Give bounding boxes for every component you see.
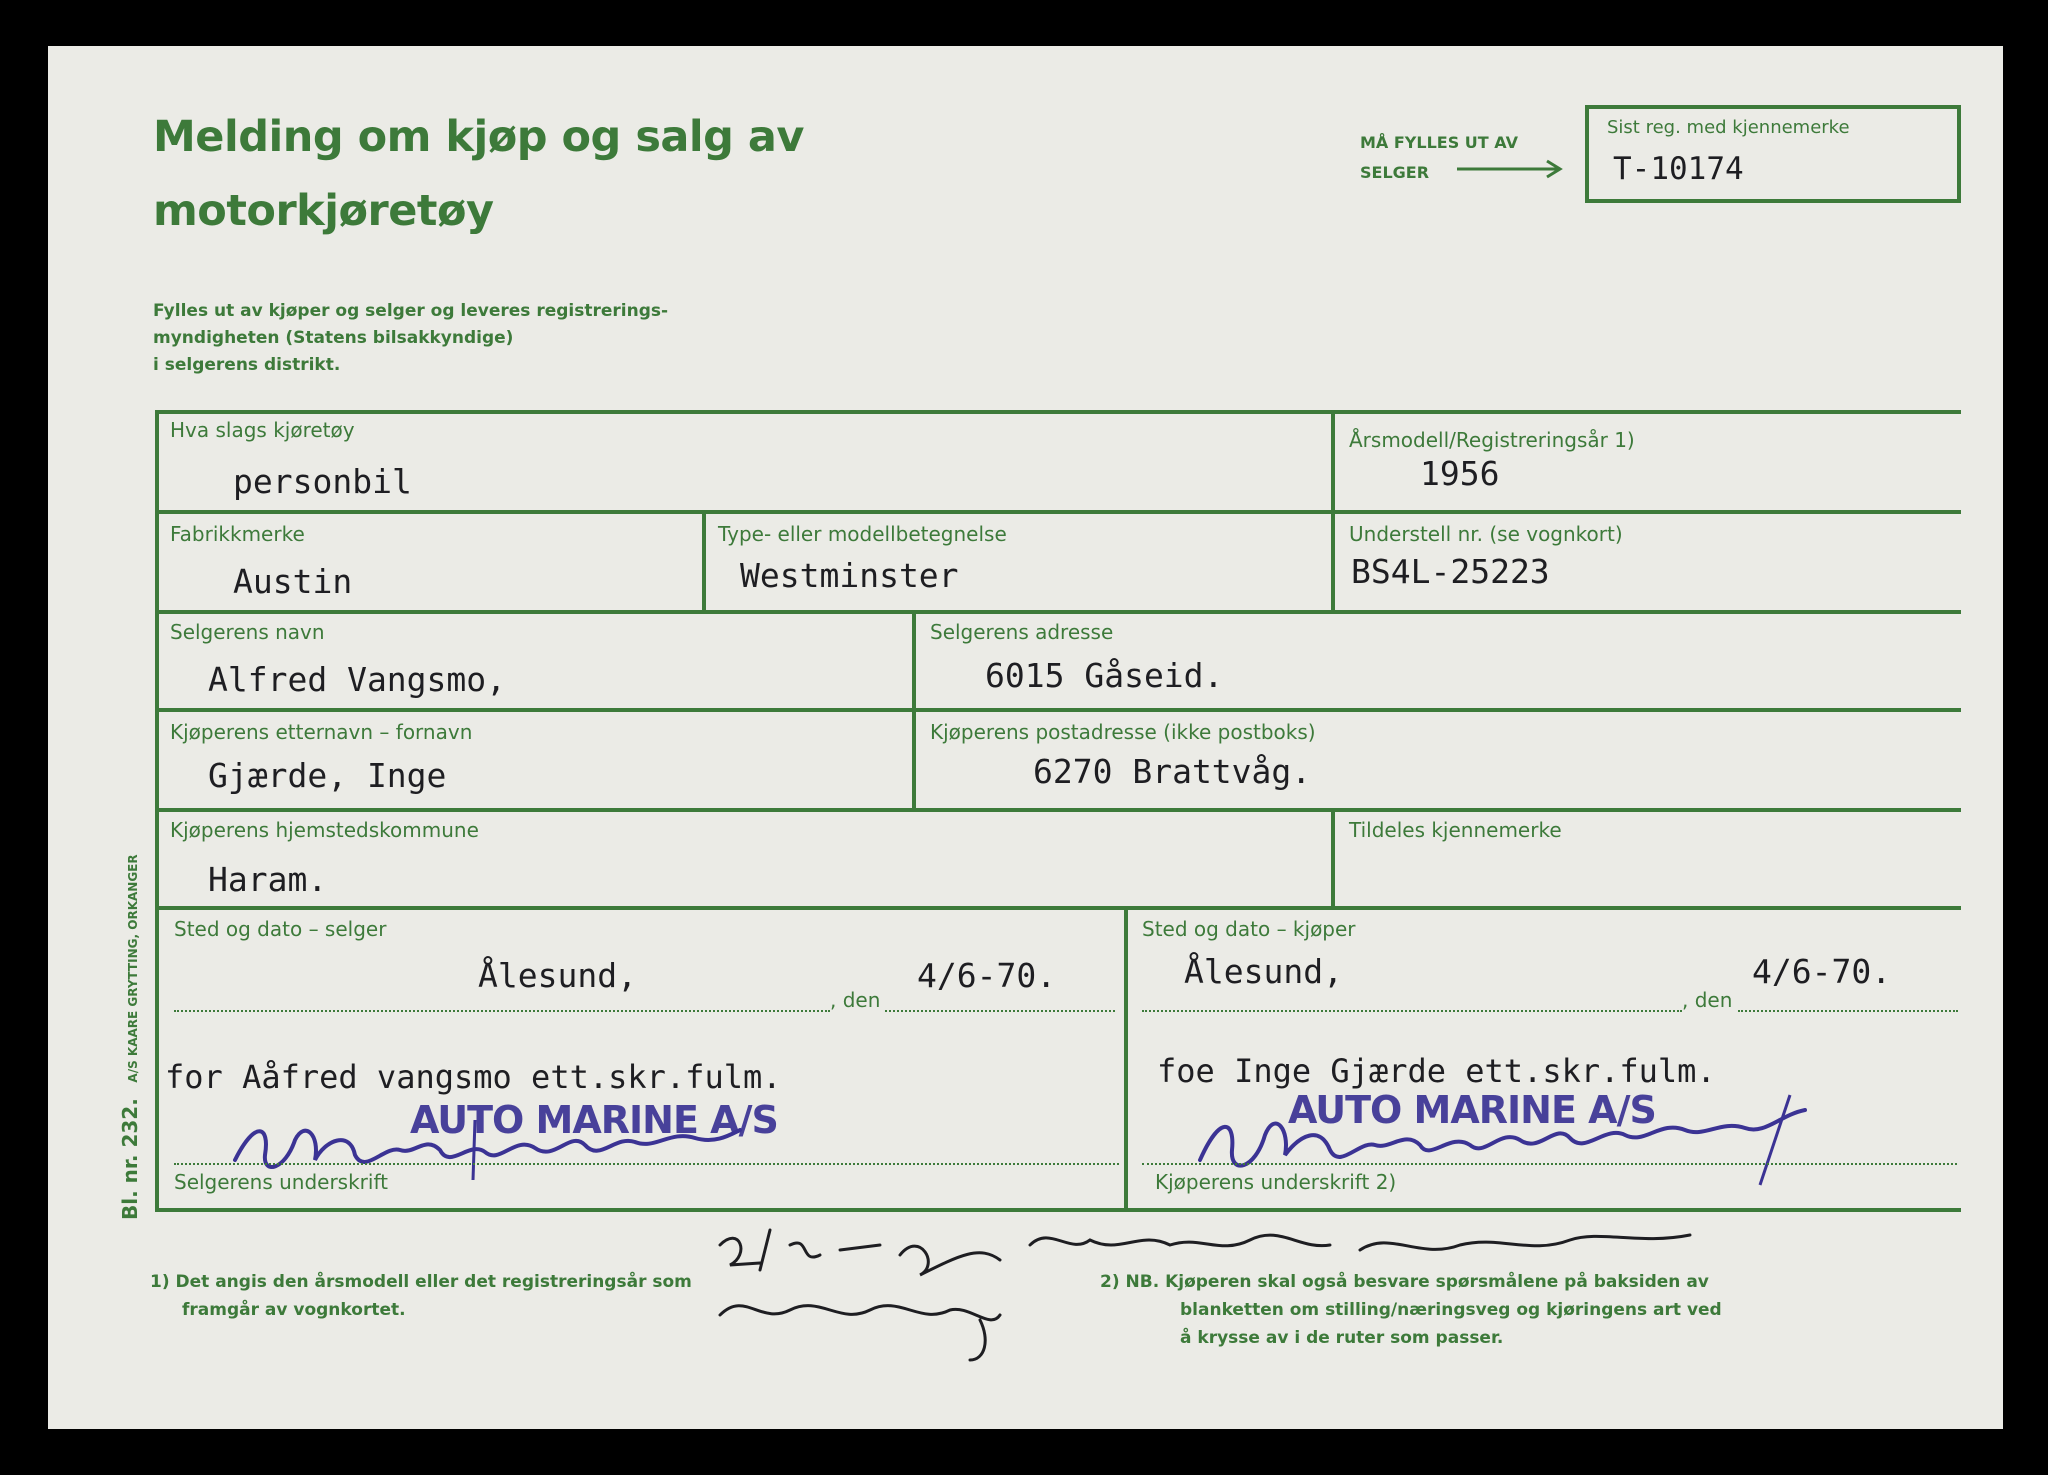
instructions-line-3: i selgerens distrikt.: [153, 355, 341, 375]
footnote-2: [1100, 1268, 1820, 1352]
footnote-2-line-3: å krysse av i de ruter som passer.: [1180, 1328, 1504, 1348]
buyer-municipality-label: Kjøperens hjemstedskommune: [170, 818, 479, 842]
form-instructions: [153, 298, 793, 379]
buyer-signature-label: Kjøperens underskrift 2): [1155, 1170, 1397, 1194]
footnote-1: [150, 1268, 790, 1324]
footnote-1-line-2: framgår av vognkortet.: [182, 1300, 406, 1320]
seller-date-value: 4/6-70.: [917, 956, 1057, 995]
buyer-address-label: Kjøperens postadresse (ikke postboks): [930, 720, 1316, 744]
column-divider: [1331, 410, 1335, 610]
column-divider: [702, 510, 706, 610]
vehicle-type-value: personbil: [233, 462, 412, 501]
registration-box: [1585, 105, 1961, 203]
registration-label: Sist reg. med kjennemerke: [1607, 117, 1850, 138]
model-label: Type- eller modellbetegnelse: [718, 522, 1007, 546]
footnote-1-line-1: 1) Det angis den årsmodell eller det registreringsår som: [150, 1272, 692, 1292]
buyer-company-stamp: AUTO MARINE A/S: [1288, 1088, 1656, 1132]
buyer-signature-line: [1142, 1163, 1957, 1165]
seller-typed-signature: for Aåfred vangsmo ett.skr.fulm.: [165, 1058, 782, 1096]
registration-value: T-10174: [1613, 151, 1744, 187]
seller-name-label: Selgerens navn: [170, 620, 325, 644]
buyer-address-value: 6270 Brattvåg.: [1033, 752, 1312, 791]
buyer-den-label: , den: [1682, 988, 1733, 1012]
model-year-label: Årsmodell/Registreringsår 1): [1349, 428, 1635, 452]
footnote-2-line-2: blanketten om stilling/næringsveg og kjøringens art ved: [1180, 1300, 1722, 1320]
footnote-2-line-1: 2) NB. Kjøperen skal også besvare spørsmålene på baksiden av: [1100, 1272, 1709, 1292]
row-divider: [159, 708, 1961, 712]
instructions-line-1: Fylles ut av kjøper og selger og leveres registrerings-: [153, 301, 669, 321]
row-divider: [159, 906, 1961, 910]
row-divider: [159, 510, 1961, 514]
chassis-label: Understell nr. (se vognkort): [1349, 522, 1623, 546]
row-divider: [159, 808, 1961, 812]
buyer-place-line: [1142, 1010, 1682, 1012]
buyer-typed-signature: foe Inge Gjærde ett.skr.fulm.: [1157, 1052, 1716, 1090]
seller-notice-line-1: MÅ FYLLES UT AV: [1360, 133, 1518, 152]
seller-notice-line-2: SELGER: [1360, 163, 1430, 182]
seller-den-label: , den: [830, 988, 881, 1012]
buyer-date-value: 4/6-70.: [1752, 952, 1892, 991]
seller-date-line: [885, 1010, 1115, 1012]
seller-signature-line: [174, 1163, 1119, 1165]
column-divider: [912, 610, 916, 808]
column-divider: [1331, 808, 1335, 906]
seller-place-value: Ålesund,: [478, 956, 637, 995]
buyer-place-value: Ålesund,: [1184, 952, 1343, 991]
seller-place-date-label: Sted og dato – selger: [174, 917, 387, 941]
column-divider: [1124, 906, 1128, 1210]
title-line-1: Melding om kjøp og salg av: [153, 112, 804, 162]
buyer-place-date-label: Sted og dato – kjøper: [1142, 917, 1356, 941]
make-value: Austin: [233, 562, 353, 601]
printer-name: A/S KAARE GRYTTING, ORKANGER: [126, 854, 140, 1083]
arrow-right-icon: [1455, 158, 1565, 180]
make-label: Fabrikkmerke: [170, 522, 305, 546]
chassis-value: BS4L-25223: [1351, 552, 1550, 591]
row-divider: [159, 610, 1961, 614]
buyer-name-label: Kjøperens etternavn – fornavn: [170, 720, 473, 744]
assigned-plate-label: Tildeles kjennemerke: [1349, 818, 1562, 842]
vehicle-type-label: Hva slags kjøretøy: [170, 418, 355, 442]
buyer-name-value: Gjærde, Inge: [208, 756, 447, 795]
form-number: Bl. nr. 232.: [118, 1098, 142, 1220]
seller-signature-label: Selgerens underskrift: [174, 1170, 388, 1194]
buyer-municipality-value: Haram.: [208, 860, 328, 899]
seller-place-line: [174, 1010, 830, 1012]
form-title: [153, 100, 913, 248]
seller-name-value: Alfred Vangsmo,: [208, 660, 507, 699]
model-value: Westminster: [740, 556, 959, 595]
buyer-date-line: [1738, 1010, 1958, 1012]
model-year-value: 1956: [1420, 454, 1500, 493]
instructions-line-2: myndigheten (Statens bilsakkyndige): [153, 328, 514, 348]
side-print-info: [118, 854, 142, 1220]
seller-address-value: 6015 Gåseid.: [985, 656, 1224, 695]
seller-company-stamp: AUTO MARINE A/S: [410, 1098, 778, 1142]
seller-address-label: Selgerens adresse: [930, 620, 1114, 644]
title-line-2: motorkjøretøy: [153, 186, 494, 236]
